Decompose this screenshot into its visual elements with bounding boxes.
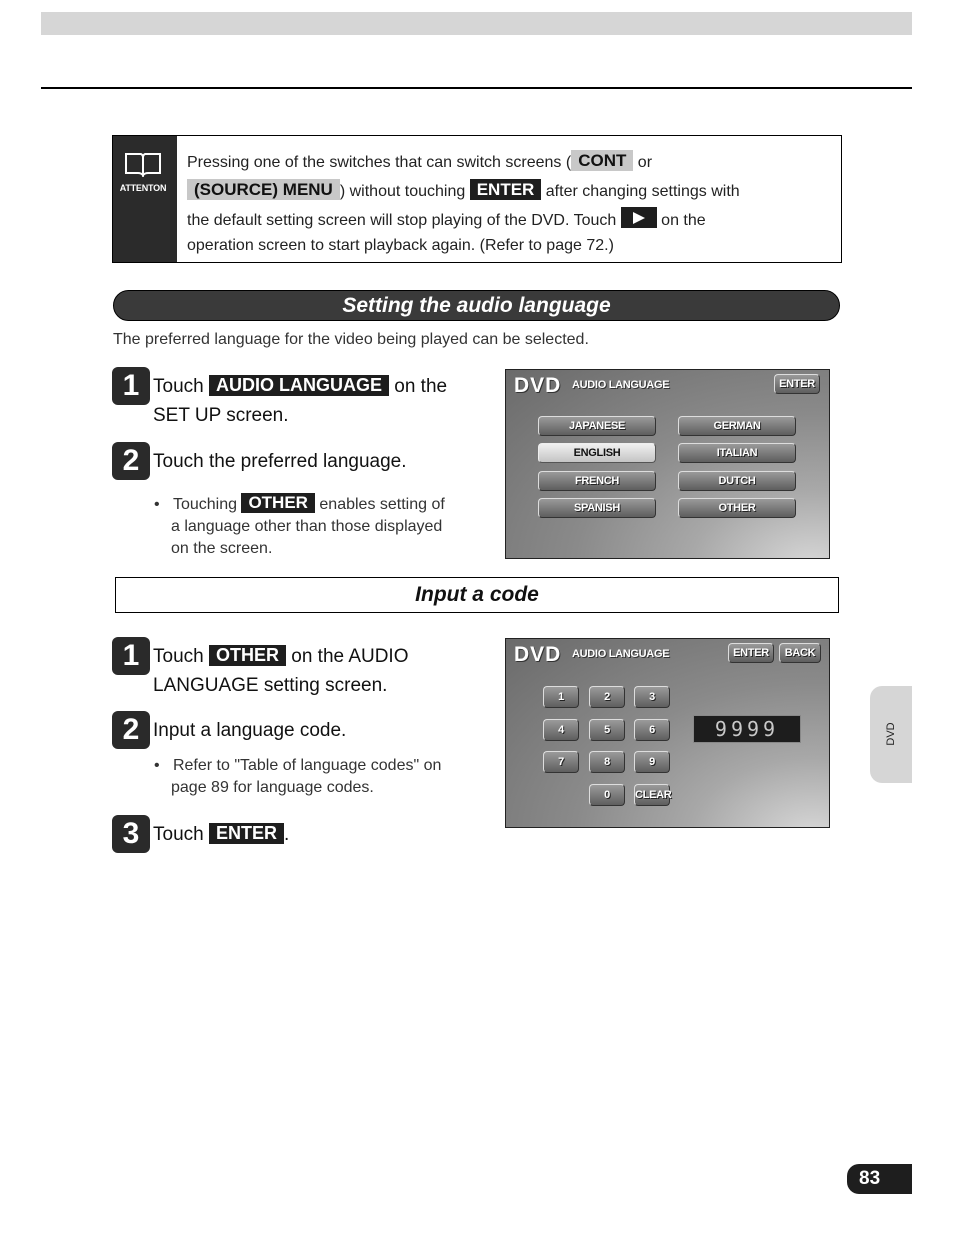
attention-text-4: after changing settings with xyxy=(541,183,740,200)
attention-text-1: Pressing one of the switches that can switch screens ( xyxy=(187,154,572,171)
section-intro: The preferred language for the video being played can be selected. xyxy=(113,331,589,348)
lang-german-button[interactable]: GERMAN xyxy=(678,416,796,436)
step-number-2: 2 xyxy=(112,442,150,480)
step-number-3: 3 xyxy=(112,815,150,853)
source-menu-chip: (SOURCE) MENU xyxy=(187,179,340,200)
side-tab xyxy=(870,686,912,783)
audio-language-chip: AUDIO LANGUAGE xyxy=(209,375,389,396)
other-chip: OTHER xyxy=(241,493,315,513)
enter-chip: ENTER xyxy=(470,179,542,200)
code-display: 9999 xyxy=(693,715,801,743)
header-rule xyxy=(41,87,912,89)
lang-japanese-button[interactable]: JAPANESE xyxy=(538,416,656,436)
attention-text xyxy=(187,148,832,260)
key-7-button[interactable]: 7 xyxy=(543,751,579,773)
audio-language-screen xyxy=(505,369,830,559)
enter-chip-2: ENTER xyxy=(209,823,284,844)
key-4-button[interactable]: 4 xyxy=(543,719,579,741)
lang-italian-button[interactable]: ITALIAN xyxy=(678,443,796,463)
attention-text-6: on the xyxy=(656,212,706,229)
step-number-1b: 1 xyxy=(112,637,150,675)
key-8-button[interactable]: 8 xyxy=(589,751,625,773)
dvd-logo: DVD xyxy=(514,374,562,397)
key-3-button[interactable]: 3 xyxy=(634,686,670,708)
dvd-logo-2: DVD xyxy=(514,643,562,666)
attention-text-5: the default setting screen will stop playing of the DVD. Touch xyxy=(187,212,621,229)
step-number-1: 1 xyxy=(112,367,150,405)
lang-other-button[interactable]: OTHER xyxy=(678,498,796,518)
lang-dutch-button[interactable]: DUTCH xyxy=(678,471,796,491)
play-icon xyxy=(621,207,657,228)
section-heading-input-code: Input a code xyxy=(115,577,839,613)
key-2-button[interactable]: 2 xyxy=(589,686,625,708)
step-1-text: Touch AUDIO LANGUAGE on the SET UP screen. xyxy=(153,375,448,426)
attention-text-2: or xyxy=(633,154,653,171)
step-3-text: Touch ENTER . xyxy=(153,823,290,845)
attention-label: ATTENTON xyxy=(119,183,167,193)
step-number-2b: 2 xyxy=(112,711,150,749)
key-0-button[interactable]: 0 xyxy=(589,784,625,806)
attention-box xyxy=(112,135,842,263)
key-1-button[interactable]: 1 xyxy=(543,686,579,708)
key-5-button[interactable]: 5 xyxy=(589,719,625,741)
step-2-note: • Touching OTHER enables setting of a language other than those displayed on the screen. xyxy=(154,493,445,557)
side-tab-label: DVD xyxy=(885,722,897,746)
clear-button[interactable]: CLEAR xyxy=(634,784,670,806)
step-2b-text: Input a language code. xyxy=(153,720,347,741)
screen-enter-button-2[interactable]: ENTER xyxy=(728,643,774,663)
screen-back-button[interactable]: BACK xyxy=(779,643,821,663)
attention-text-3: ) without touching xyxy=(339,183,470,200)
screen-title: AUDIO LANGUAGE xyxy=(572,379,670,391)
lang-spanish-button[interactable]: SPANISH xyxy=(538,498,656,518)
attention-text-7: operation screen to start playback again. (Refer to page 72.) xyxy=(187,237,614,254)
cont-chip: CONT xyxy=(571,150,633,171)
lang-french-button[interactable]: FRENCH xyxy=(538,471,656,491)
screen-enter-button[interactable]: ENTER xyxy=(774,374,820,394)
step-1b-text: Touch OTHER on the AUDIO LANGUAGE setting screen. xyxy=(153,645,409,696)
page-number: 83 xyxy=(847,1164,912,1194)
header-bar xyxy=(41,12,912,35)
screen-title-2: AUDIO LANGUAGE xyxy=(572,648,670,660)
book-icon xyxy=(124,151,162,177)
section-heading-audio-language: Setting the audio language xyxy=(113,290,840,321)
other-chip-2: OTHER xyxy=(209,645,286,666)
key-9-button[interactable]: 9 xyxy=(634,751,670,773)
lang-english-button[interactable]: ENGLISH xyxy=(538,443,656,463)
key-6-button[interactable]: 6 xyxy=(634,719,670,741)
step-2b-note: • Refer to "Table of language codes" on page 89 for language codes. xyxy=(154,757,442,796)
attention-sidebar xyxy=(113,136,177,262)
code-input-screen xyxy=(505,638,830,828)
step-2-text: Touch the preferred language. xyxy=(153,451,407,472)
